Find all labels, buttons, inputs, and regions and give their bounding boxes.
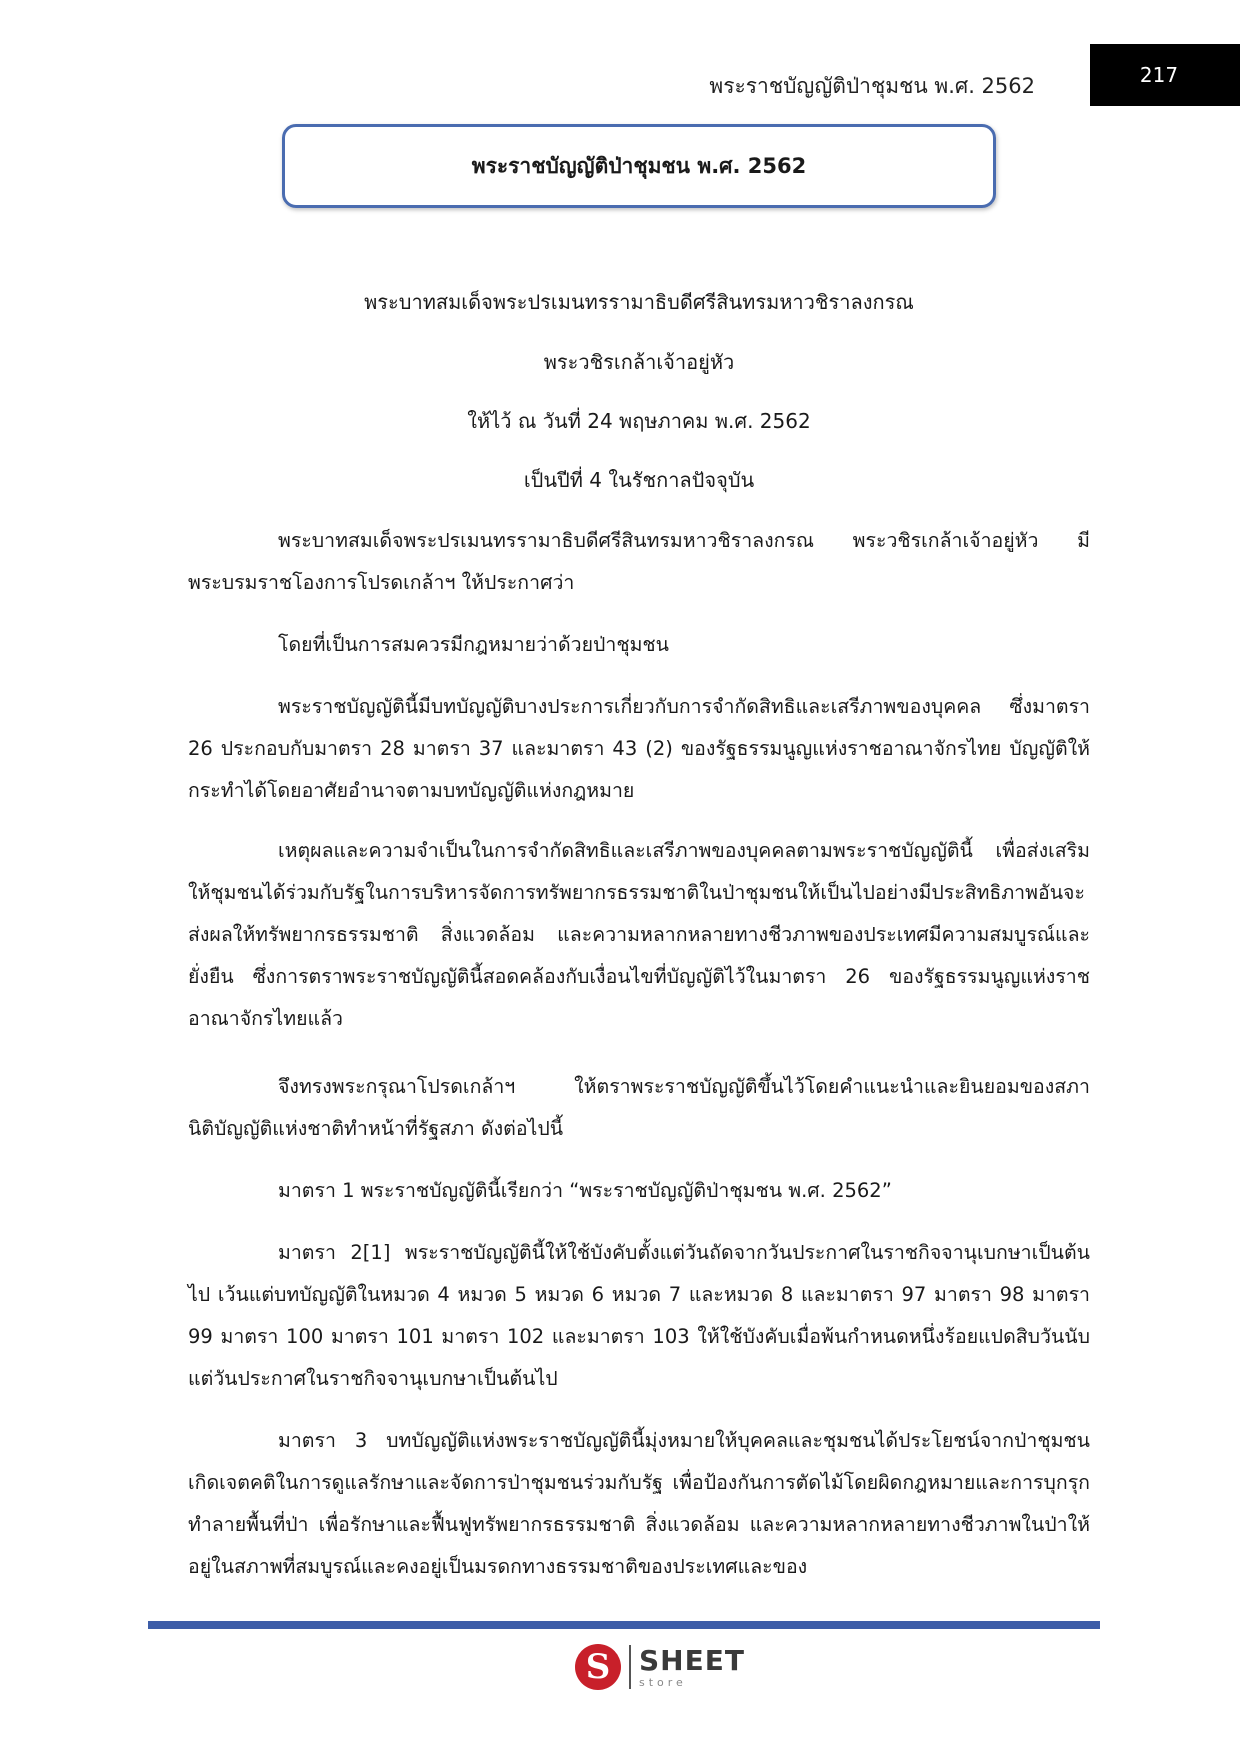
logo-word: SHEET — [639, 1643, 745, 1677]
paragraph-enactment: จึงทรงพระกรุณาโปรดเกล้าฯ ให้ตราพระราชบัญญัติขึ้นไว้โดยคำแนะนำและยินยอมของสภานิติบัญญัติแห่งชาติทำหน้าที่รัฐสภา ดังต่อไปนี้ — [188, 1075, 1090, 1140]
footer-rule — [148, 1621, 1100, 1629]
section-2: มาตรา 2[1] พระราชบัญญัตินี้ให้ใช้บังคับตั้งแต่วันถัดจากวันประกาศในราชกิจจานุเบกษาเป็นต้นไป เว้นแต่บทบัญญัติในหมวด 4 หมวด 5 หมวด 6 หมวด 7 และหมวด 8 และมาตรา 97 มาตรา 98 มาตรา 99 มาตรา 100 มาตรา 101 มาตรา 102 และมาตรา 103 ให้ใช้บังคับเมื่อพ้นกำหนดหนึ่งร้อยแปดสิบวันนับแต่วันประกาศในราชกิจจานุเบกษาเป็นต้นไป — [188, 1241, 1090, 1390]
section-3: มาตรา 3 บทบัญญัติแห่งพระราชบัญญัตินี้มุ่งหมายให้บุคคลและชุมชนได้ประโยชน์จากป่าชุมชน เกิดเจตคติในการดูแลรักษาและจัดการป่าชุมชนร่วมกับรัฐ เพื่อป้องกันการตัดไม้โดยผิดกฎหมายและการบุกรุกทำลายพื้นที่ป่า เพื่อรักษาและฟื้นฟูทรัพยากรธรรมชาติ สิ่งแวดล้อม และความหลากหลายทางชีวภาพในป่าให้อยู่ในสภาพที่สมบูรณ์และคงอยู่เป็นมรดกทางธรรมชาติของประเทศและของ — [188, 1429, 1090, 1578]
running-header-title: พระราชบัญญัติป่าชุมชน พ.ศ. 2562 — [709, 74, 1035, 98]
paragraph-rationale: โดยที่เป็นการสมควรมีกฎหมายว่าด้วยป่าชุมชน — [278, 633, 669, 656]
preamble-line-king-title: พระวชิรเกล้าเจ้าอยู่หัว — [543, 350, 735, 374]
section-1: มาตรา 1 พระราชบัญญัตินี้เรียกว่า “พระราชบัญญัติป่าชุมชน พ.ศ. 2562” — [278, 1179, 892, 1202]
preamble-line-date: ให้ไว้ ณ วันที่ 24 พฤษภาคม พ.ศ. 2562 — [467, 409, 811, 433]
preamble-line-reign-year: เป็นปีที่ 4 ในรัชกาลปัจจุบัน — [523, 468, 755, 492]
logo-subword: store — [639, 1675, 687, 1689]
sheet-store-logo — [575, 1644, 745, 1690]
preamble-line-king-name: พระบาทสมเด็จพระปรเมนทรรามาธิบดีศรีสินทรมหาวชิราลงกรณ — [364, 290, 914, 314]
document-title: พระราชบัญญัติป่าชุมชน พ.ศ. 2562 — [471, 153, 807, 178]
paragraph-reasons: เหตุผลและความจำเป็นในการจำกัดสิทธิและเสรีภาพของบุคคลตามพระราชบัญญัตินี้ เพื่อส่งเสริมให้ชุมชนได้ร่วมกับรัฐในการบริหารจัดการทรัพยากรธรรมชาติในป่าชุมชนให้เป็นไปอย่างมีประสิทธิภาพอันจะส่งผลให้ทรัพยากรธรรมชาติ สิ่งแวดล้อม และความหลากหลายทางชีวภาพของประเทศมีความสมบูรณ์และยั่งยืน ซึ่งการตราพระราชบัญญัตินี้สอดคล้องกับเงื่อนไขที่บัญญัติไว้ในมาตรา 26 ของรัฐธรรมนูญแห่งราชอาณาจักรไทยแล้ว — [188, 839, 1090, 1030]
paragraph-rights-limitation: พระราชบัญญัตินี้มีบทบัญญัติบางประการเกี่ยวกับการจำกัดสิทธิและเสรีภาพของบุคคล ซึ่งมาตรา 26 ประกอบกับมาตรา 28 มาตรา 37 และมาตรา 43 (2) ของรัฐธรรมนูญแห่งราชอาณาจักรไทย บัญญัติให้กระทำได้โดยอาศัยอำนาจตามบทบัญญัติแห่งกฎหมาย — [188, 695, 1090, 802]
paragraph-proclamation: พระบาทสมเด็จพระปรเมนทรรามาธิบดีศรีสินทรมหาวชิราลงกรณ พระวชิรเกล้าเจ้าอยู่หัว มีพระบรมราชโองการโปรดเกล้าฯ ให้ประกาศว่า — [188, 529, 1090, 594]
document-title-box — [282, 124, 996, 208]
logo-text — [639, 1643, 745, 1689]
logo-divider — [629, 1645, 631, 1689]
page-number: 217 — [1090, 44, 1240, 106]
logo-s-icon: S — [575, 1644, 621, 1690]
